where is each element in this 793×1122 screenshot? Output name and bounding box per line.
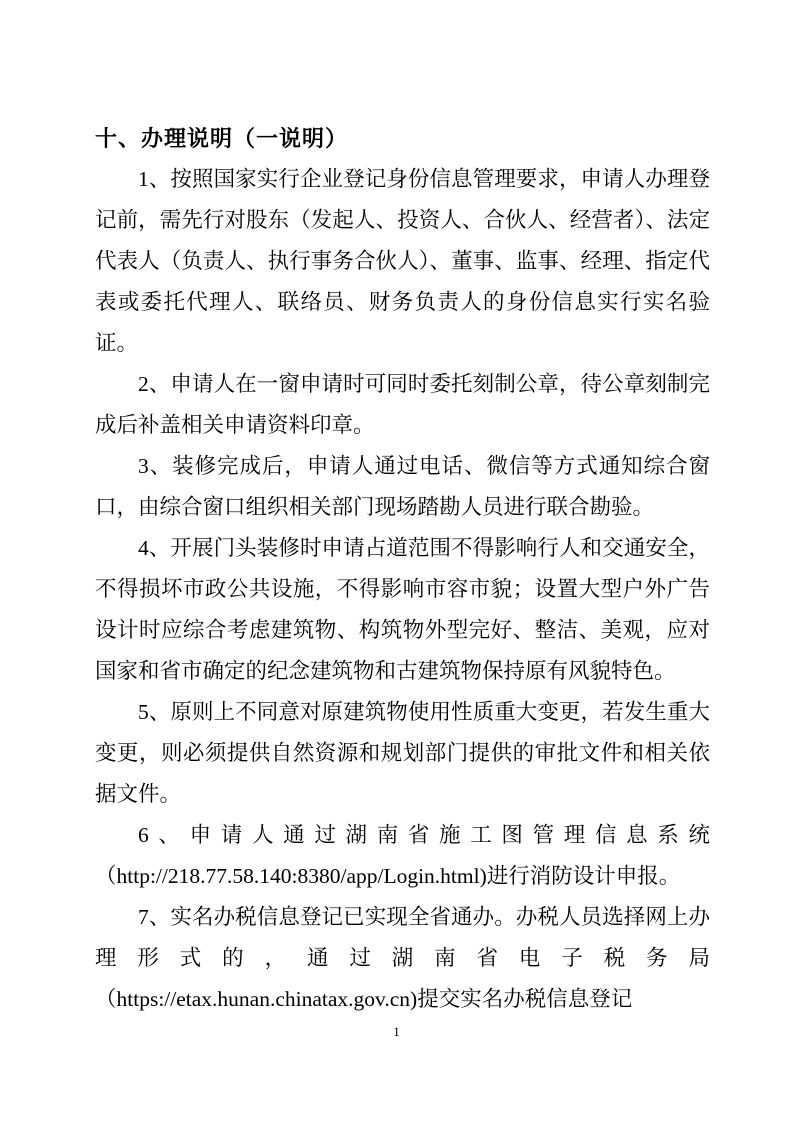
paragraph-6: 6、申请人通过湖南省施工图管理信息系统（http://218.77.58.140:8380/app/Login.html)进行消防设计申报。 [95,823,710,888]
paragraph-2: 2、申请人在一窗申请时可同时委托刻制公章，待公章刻制完成后补盖相关申请资料印章。 [95,372,710,437]
paragraph-5: 5、原则上不同意对原建筑物使用性质重大变更，若发生重大变更，则必须提供自然资源和规划部门提供的审批文件和相关依据文件。 [95,700,710,806]
paragraph-3: 3、装修完成后，申请人通过电话、微信等方式通知综合窗口，由综合窗口组织相关部门现场踏勘人员进行联合勘验。 [95,454,710,519]
page-number-footer: 1 [393,1024,400,1039]
document-content [95,118,710,1020]
paragraph-4: 4、开展门头装修时申请占道范围不得影响行人和交通安全，不得损坏市政公共设施，不得影响市容市貌；设置大型户外广告设计时应综合考虑建筑物、构筑物外型完好、整洁、美观，应对国家和省市确定的纪念建筑物和古建筑物保持原有风貌特色。 [95,536,710,683]
paragraph-1: 1、按照国家实行企业登记身份信息管理要求，申请人办理登记前，需先行对股东（发起人、投资人、合伙人、经营者）、法定代表人（负责人、执行事务合伙人）、董事、监事、经理、指定代表或委托代理人、联络员、财务负责人的身份信息实行实名验证。 [95,167,710,355]
section-heading: 十、办理说明（一说明） [95,126,349,151]
paragraph-7: 7、实名办税信息登记已实现全省通办。办税人员选择网上办理形式的，通过湖南省电子税务局（https://etax.hunan.chinatax.gov.cn)提交实名办税信息登记 [95,905,710,1011]
